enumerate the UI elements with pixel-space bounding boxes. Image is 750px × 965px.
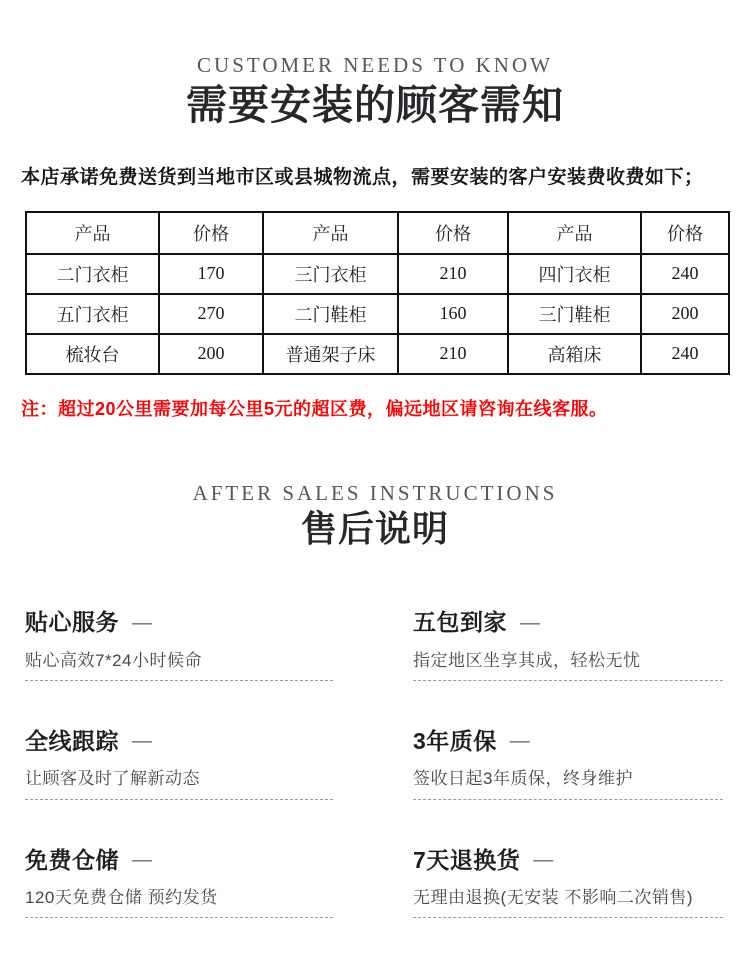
product-cell: 梳妆台 (26, 334, 159, 374)
price-cell: 240 (641, 254, 729, 294)
section2-title: 售后说明 (300, 508, 449, 549)
table-header-row (26, 212, 729, 254)
price-cell: 210 (398, 254, 508, 294)
service-title-row (413, 609, 723, 635)
dash-decoration: — (509, 730, 530, 753)
service-item-7day-return (413, 847, 723, 919)
service-item-full-tracking (25, 728, 333, 800)
product-cell: 二门衣柜 (26, 254, 159, 294)
service-item-free-storage (25, 847, 333, 919)
col-header-product: 产品 (508, 212, 641, 254)
product-cell: 三门鞋柜 (508, 294, 641, 334)
product-cell: 五门衣柜 (26, 294, 159, 334)
service-description: 120天免费仓储 预约发货 (25, 888, 218, 908)
section2-eyebrow: AFTER SALES INSTRUCTIONS (192, 480, 558, 505)
price-cell: 240 (641, 334, 729, 374)
price-cell: 200 (641, 294, 729, 334)
service-item-five-guarantees (413, 609, 723, 681)
service-description: 让顾客及时了解新动态 (25, 769, 200, 789)
service-title: 3年质保 (413, 728, 497, 755)
dash-decoration: — (132, 848, 152, 871)
service-description: 签收日起3年质保，终身维护 (413, 769, 633, 789)
dash-decoration: — (533, 848, 554, 871)
service-description: 指定地区坐享其成，轻松无忧 (413, 650, 641, 670)
service-title: 贴心服务 (25, 609, 119, 636)
price-cell: 210 (398, 334, 508, 374)
col-header-price: 价格 (398, 212, 508, 254)
product-cell: 二门鞋柜 (263, 294, 398, 334)
service-title-row (25, 728, 333, 754)
price-cell: 270 (159, 294, 263, 334)
table-row (26, 254, 729, 294)
section1-eyebrow: CUSTOMER NEEDS TO KNOW (197, 53, 553, 77)
service-title-row (25, 609, 333, 635)
service-description: 无理由退换(无安装 不影响二次销售) (413, 888, 694, 908)
service-title: 7天退换货 (413, 846, 521, 873)
surcharge-note: 注：超过20公里需要加每公里5元的超区费，偏远地区请咨询在线客服。 (21, 398, 608, 419)
service-title-row (25, 847, 333, 873)
product-cell: 四门衣柜 (508, 254, 641, 294)
price-cell: 200 (159, 334, 263, 374)
service-title: 五包到家 (413, 609, 507, 636)
service-title: 全线跟踪 (25, 728, 119, 755)
price-cell: 160 (398, 294, 508, 334)
dash-decoration: — (520, 611, 540, 634)
delivery-intro-text: 本店承诺免费送货到当地市区或县城物流点，需要安装的客户安装费收费如下； (21, 167, 704, 189)
service-item-3yr-warranty (413, 728, 723, 800)
col-header-product: 产品 (26, 212, 159, 254)
after-sales-grid (25, 609, 750, 965)
col-header-price: 价格 (641, 212, 729, 254)
service-description: 贴心高效7*24小时候命 (25, 650, 202, 670)
dash-decoration: — (132, 611, 152, 634)
installation-price-table (25, 211, 730, 375)
product-cell: 三门衣柜 (263, 254, 398, 294)
service-title: 免费仓储 (25, 846, 119, 873)
product-cell: 高箱床 (508, 334, 641, 374)
table-row (26, 334, 729, 374)
service-title-row (413, 847, 723, 873)
service-title-row (413, 728, 723, 754)
product-cell: 普通架子床 (263, 334, 398, 374)
section1-title: 需要安装的顾客需知 (186, 82, 564, 128)
service-item-caring-service (25, 609, 333, 681)
price-cell: 170 (159, 254, 263, 294)
dash-decoration: — (132, 730, 152, 753)
col-header-price: 价格 (159, 212, 263, 254)
table-row (26, 294, 729, 334)
col-header-product: 产品 (263, 212, 398, 254)
